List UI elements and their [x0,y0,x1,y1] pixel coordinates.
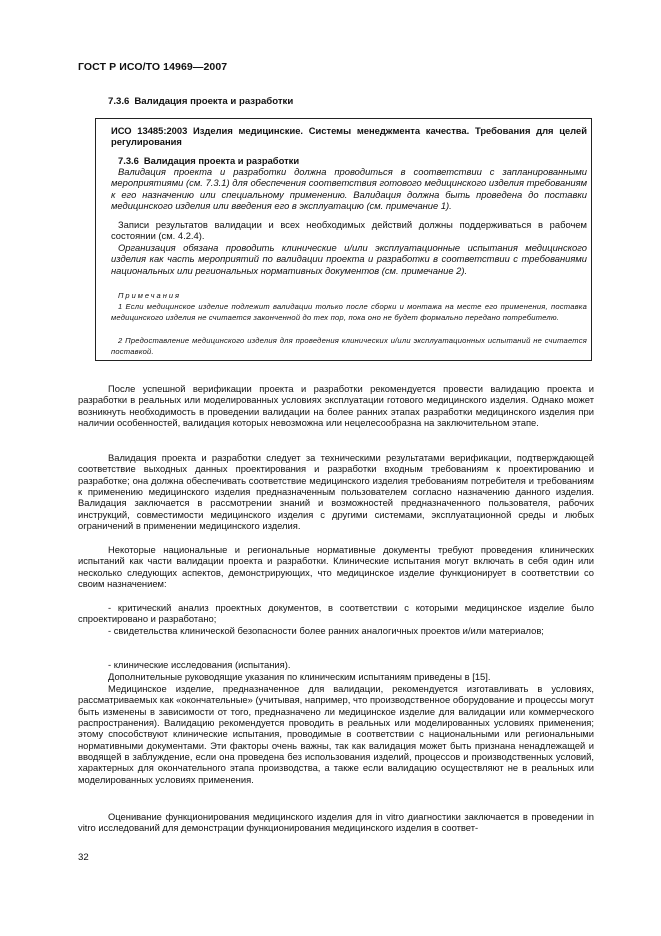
section-number: 7.3.6 [108,96,130,107]
box-paragraph-3: Организация обязана проводить клинические и/или эксплуатационные испытания медицинского изделия как часть мероприятий по валидации проекта и разработки в соответствии с требованиями национальных или региональных нормативных документов (см. примечание 2). [111,242,587,276]
box-sub-number: 7.3.6 [118,155,139,166]
list-item: - свидетельства клинической безопасности более ранних аналогичных проектов и/или материалов; [108,625,544,636]
page-number: 32 [78,852,89,863]
box-paragraph-1: Валидация проекта и разработки должна проводиться в соответствии с запланированными мероприятиями (см. 7.3.1) для обеспечения соответствия готового медицинского изделия требованиям к его назначению или специальному применению. Валидация должна быть проведена до поставки медицинского изделия или введения его в эксплуатацию (см. примечание 1). [111,166,587,212]
body-paragraph-6: Оценивание функционирования медицинского изделия для in vitro диагностики заключается в проведении in vitro исследований для демонстрации функционирования медицинского изделия в соответ- [78,811,594,834]
box-sub-title: Валидация проекта и разработки [143,155,300,166]
iso-standard-title: ИСО 13485:2003 Изделия медицинские. Системы менеджмента качества. Требования для целей регулирования [111,125,587,148]
body-paragraph-4: Дополнительные руководящие указания по клиническим испытаниям приведены в [15]. [108,671,491,682]
section-title: Валидация проекта и разработки [134,96,294,107]
notes-title: Примечания [118,291,182,300]
list-item: - критический анализ проектных документов, в соответствии с которыми медицинское изделие было спроектировано и разработано; [78,602,594,625]
standard-header: ГОСТ Р ИСО/ТО 14969—2007 [78,61,228,73]
note-1: 1 Если медицинское изделие подлежит валидации только после сборки и монтажа на месте его применения, поставка медицинского изделия не считается законченной до тех пор, пока оно не будет формально передано потребителю. [111,302,587,323]
list-item: - клинические исследования (испытания). [108,659,291,670]
box-subheading [118,155,299,166]
body-paragraph-1: После успешной верификации проекта и разработки рекомендуется провести валидацию проекта и разработки в реальных или моделированных условиях эксплуатации готового медицинского изделия. Однако может возникнуть необходимость в проведении валидации на более ранних этапах разработки медицинского изделия при наличии особенностей, валидация которых невозможна или нецелесообразна на заключительном этапе. [78,383,594,429]
note-2: 2 Предоставление медицинского изделия для проведения клинических и/или эксплуатационных испытаний не считается поставкой. [111,336,587,357]
section-heading [108,96,293,107]
box-paragraph-2: Записи результатов валидации и всех необходимых действий должны поддерживаться в рабочем состоянии (см. 4.2.4). [111,219,587,242]
body-paragraph-5: Медицинское изделие, предназначенное для валидации, рекомендуется изготавливать в условиях, рассматриваемых как «окончательные» (учитывая, например, что производственное оборудование и процессы могут быть изменены в зависимости от того, предназначено ли медицинское изделие для валидации или коммерческого распространения). Валидацию рекомендуется проводить в реальных или моделированных условиях применения; этому способствуют клинические испытания, проводимые в соответствии с национальными или региональными нормативными документами. Эти факторы очень важны, так как валидация может быть признана ненадлежащей и вводящей в заблуждение, если она проведена без использования изделий, процессов и производственных условий, характерных для окончательного этапа производства, а также если валидацию осуществляют не в реальных или моделированных условиях применения. [78,683,594,785]
body-paragraph-2: Валидация проекта и разработки следует за техническими результатами верификации, подтверждающей соответствие выходных данных проектирования и разработки входным требованиям к проектированию и разработке; она должна обеспечивать соответствие медицинского изделия требованиям потребителя и требованиям к применению медицинского изделия предназначенным пользователем согласно назначению данного изделия. Валидация заключается в рассмотрении знаний и возможностей предназначенного пользователя, рабочих инструкций, совместимости медицинского изделия с другими системами, эксплуатационной среды и любых ограничений в применении медицинского изделия. [78,452,594,532]
body-paragraph-3: Некоторые национальные и региональные нормативные документы требуют проведения клинических испытаний как части валидации проекта и разработки. Клинические испытания могут включать в себя один или несколько следующих аспектов, демонстрирующих, что медицинское изделие функционирует в соответствии со своим назначением: [78,544,594,590]
